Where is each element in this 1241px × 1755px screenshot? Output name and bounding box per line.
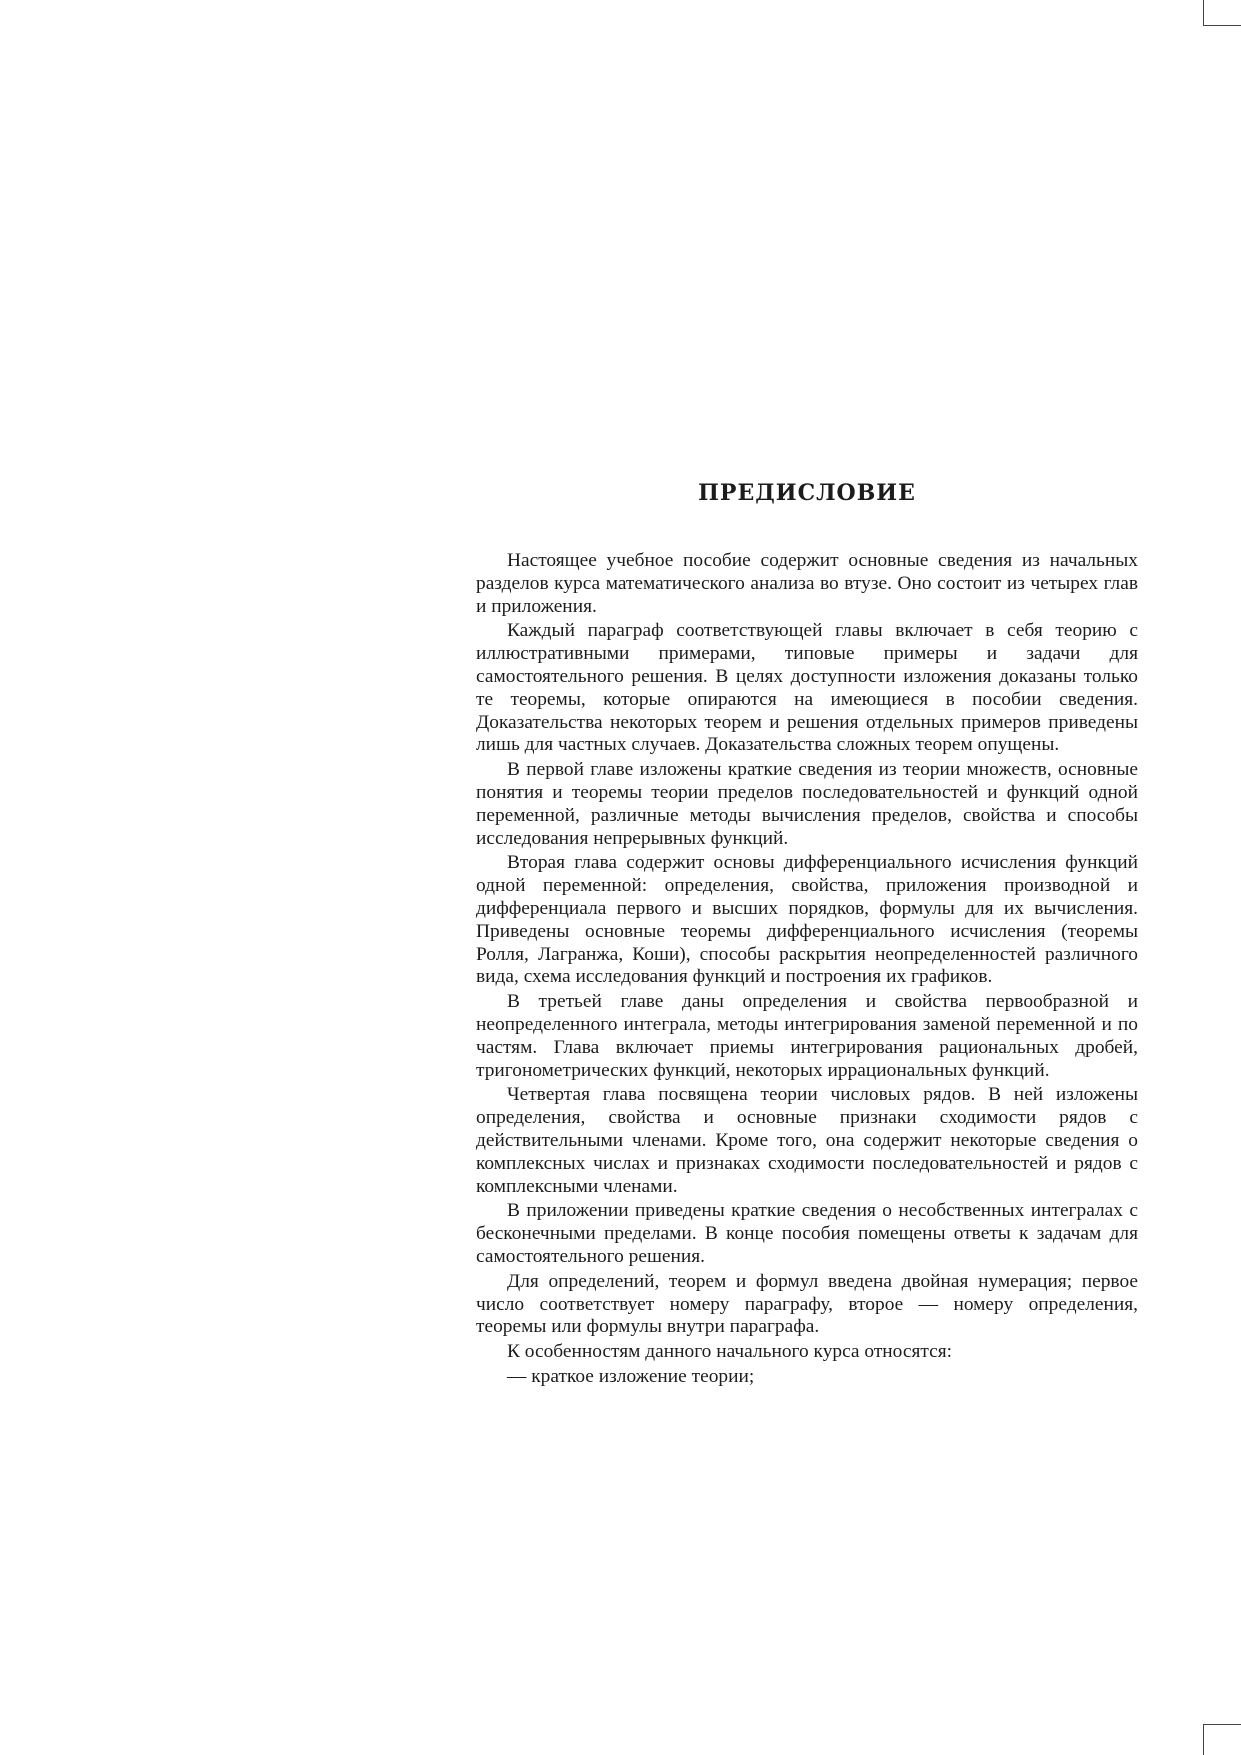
- crop-mark-bottom-vertical: [1203, 1724, 1204, 1755]
- paragraph-appendix: В приложении приведены краткие сведения о несобственных интегралах с бесконечными пределами. В конце пособия помещены ответы к задачам для самостоятельного решения.: [476, 1200, 1138, 1267]
- paragraph-chapter-1: В первой главе изложены краткие сведения из теории множеств, основные понятия и теоремы теории пределов последовательностей и функций одной переменной, различные методы вычисления пределов, свойства и способы исследования непрерывных функций.: [476, 759, 1138, 849]
- paragraph-intro: Настоящее учебное пособие содержит основные сведения из начальных разделов курса математического анализа во втузе. Оно состоит из четырех глав и приложения.: [476, 550, 1138, 617]
- crop-mark-top-horizontal: [1203, 25, 1241, 26]
- paragraph-chapter-2: Вторая глава содержит основы дифференциального исчисления функций одной переменной: определения, свойства, приложения производной и дифференциала первого и высших порядков, формулы для их вычисления. Приведены основные теоремы дифференциального исчисления (теоремы Ролля, Лагранжа, Коши), способы раскрытия неопределенностей различного вида, схема исследования функций и построения их графиков.: [476, 852, 1138, 988]
- paragraph-chapter-4: Четвертая глава посвящена теории числовых рядов. В ней изложены определения, свойства и основные признаки сходимости рядов с действительными членами. Кроме того, она содержит некоторые сведения о комплексных числах и признаках сходимости последовательностей и рядов с комплексными членами.: [476, 1084, 1138, 1197]
- preface-content: [476, 478, 1138, 1389]
- list-item-feature: — краткое изложение теории;: [507, 1365, 755, 1387]
- paragraph-numbering: Для определений, теорем и формул введена двойная нумерация; первое число соответствует номеру параграфу, второе — номеру определения, теоремы или формулы внутри параграфа.: [476, 1270, 1138, 1338]
- page-title: ПРЕДИСЛОВИЕ: [698, 480, 916, 506]
- crop-mark-bottom-horizontal: [1203, 1724, 1241, 1725]
- paragraph-structure: Каждый параграф соответствующей главы включает в себя теорию с иллюстративными примерами, типовые примеры и задачи для самостоятельного решения. В целях доступности изложения доказаны только те теоремы, которые опираются на имеющиеся в пособии сведения. Доказательства некоторых теорем и решения отдельных примеров приведены лишь для частных случаев. Доказательства сложных теорем опущены.: [476, 620, 1138, 756]
- paragraph-chapter-3: В третьей главе даны определения и свойства первообразной и неопределенного интеграла, методы интегрирования заменой переменной и по частям. Глава включает приемы интегрирования рациональных дробей, тригонометрических функций, некоторых иррациональных функций.: [476, 991, 1138, 1081]
- paragraph-features: К особенностям данного начального курса относятся:: [507, 1341, 952, 1363]
- crop-mark-top-vertical: [1203, 0, 1204, 26]
